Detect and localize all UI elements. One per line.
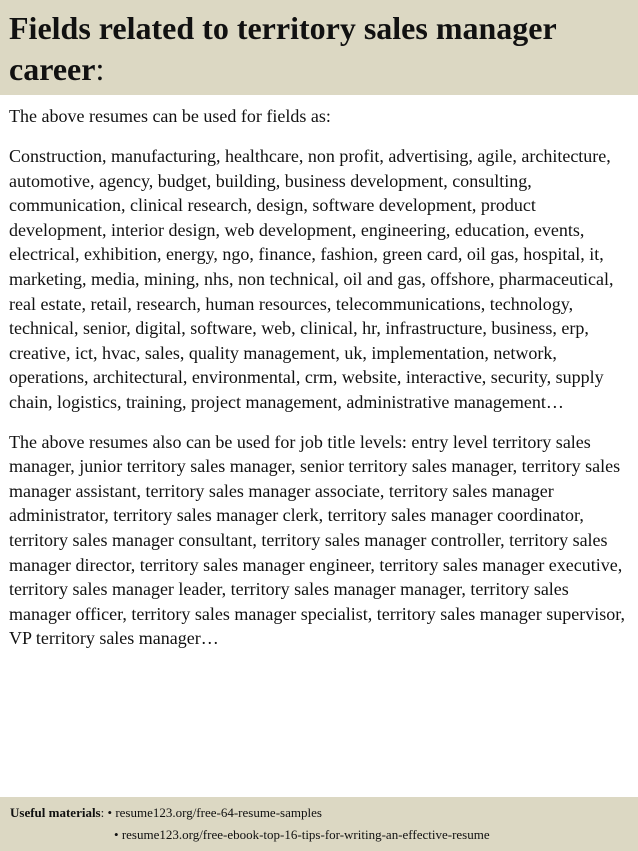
resume-samples-link[interactable]: resume123.org/free-64-resume-samples bbox=[115, 805, 322, 820]
ebook-tips-link[interactable]: resume123.org/free-ebook-top-16-tips-for-writing-an-effective-resume bbox=[121, 827, 490, 842]
title-band bbox=[0, 0, 638, 95]
page-title-colon: : bbox=[95, 51, 105, 87]
useful-materials-label: Useful materials bbox=[10, 805, 101, 820]
footer-row-2 bbox=[114, 827, 490, 843]
footer-row-1 bbox=[10, 805, 322, 821]
main-content bbox=[9, 104, 631, 651]
footer-separator: : bbox=[100, 805, 108, 820]
intro-text: The above resumes can be used for fields as: bbox=[9, 106, 331, 126]
footer-band bbox=[0, 797, 638, 851]
job-levels-text: The above resumes also can be used for job title levels: entry level territory sales manager, junior territory sales manager, senior territory sales manager, territory sales manager assistant, territory sales manager associate, territory sales manager administrator, territory sales manager clerk, territory sales manager coordinator, territory sales manager consultant, territory sales manager controller, territory sales manager director, territory sales manager engineer, territory sales manager executive, territory sales manager leader, territory sales manager manager, territory sales manager officer, territory sales manager specialist, territory sales manager supervisor, VP territory sales manager… bbox=[9, 431, 625, 649]
bullet-icon: • bbox=[114, 827, 122, 842]
page-title bbox=[9, 8, 629, 90]
bullet-icon: • bbox=[107, 805, 116, 820]
fields-list: Construction, manufacturing, healthcare, non profit, advertising, agile, architecture, automotive, agency, budget, building, business development, consulting, communication, clinical research, design, software development, product development, interior design, web development, engineering, education, events, electrical, exhibition, energy, ngo, finance, fashion, green card, oil gas, hospital, it, marketing, media, mining, nhs, non technical, oil and gas, offshore, pharmaceutical, real estate, retail, research, human resources, telecommunications, technology, technical, senior, digital, software, web, clinical, hr, infrastructure, business, erp, creative, ict, hvac, sales, quality management, uk, implementation, network, operations, architectural, environmental, crm, website, interactive, security, supply chain, logistics, training, project management, administrative management… bbox=[9, 146, 614, 412]
page-title-text: Fields related to territory sales manager career bbox=[9, 10, 557, 87]
